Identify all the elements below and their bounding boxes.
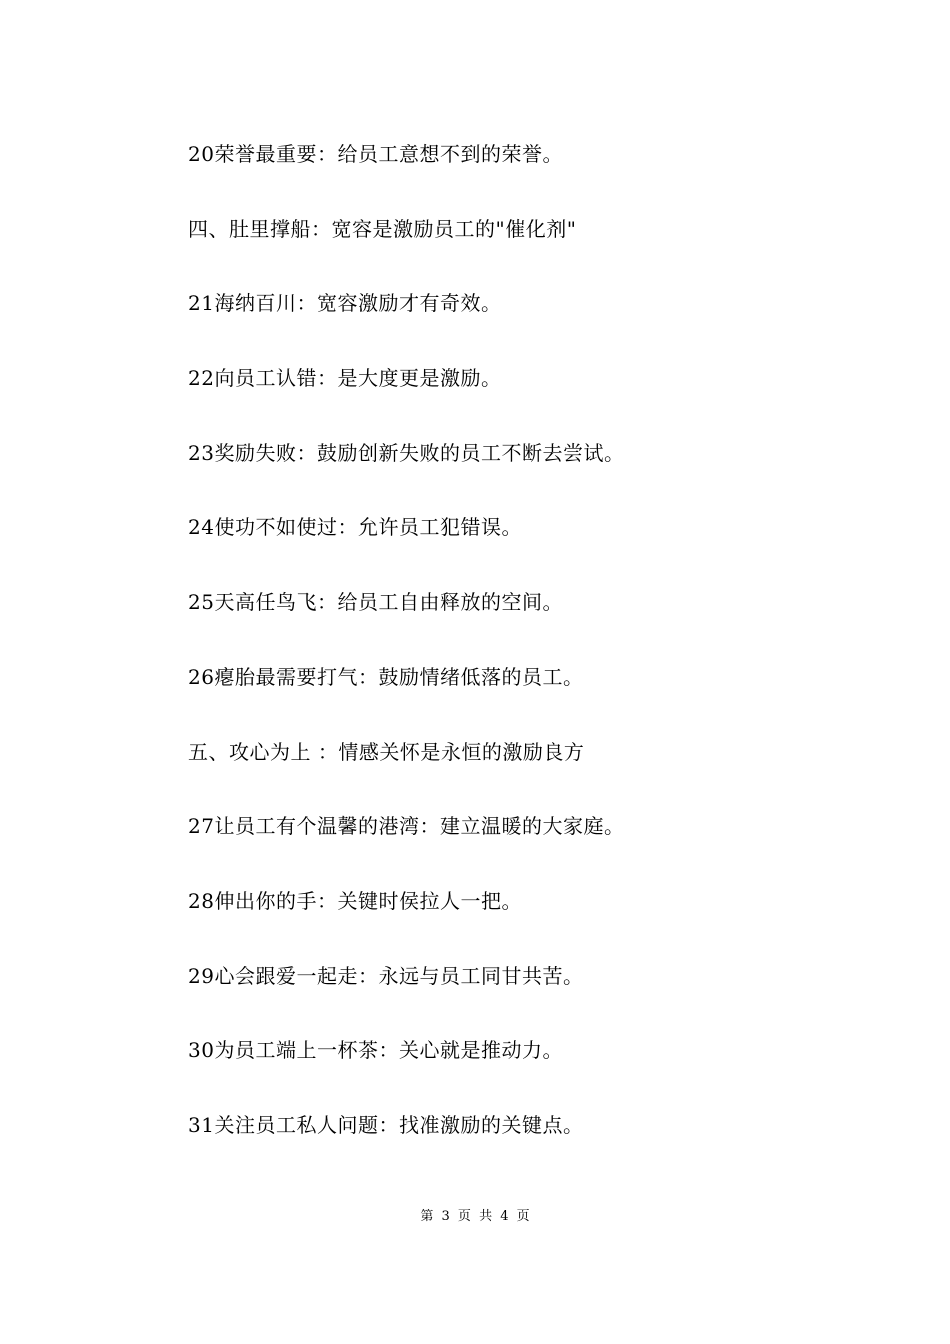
text-line: 31关注员工私人问题：找准激励的关键点。 bbox=[188, 1112, 584, 1137]
document-body bbox=[188, 139, 888, 1185]
text-line: 20荣誉最重要：给员工意想不到的荣誉。 bbox=[188, 142, 563, 166]
current-page-number: 3 bbox=[441, 1209, 450, 1224]
text-line: 25天高任鸟飞：给员工自由释放的空间。 bbox=[188, 590, 563, 615]
text-line: 30为员工端上一杯茶：关心就是推动力。 bbox=[188, 1038, 563, 1063]
section-heading: 五、攻心为上 ：情感关怀是永恒的激励良方 bbox=[188, 739, 585, 764]
page-footer bbox=[0, 1208, 950, 1226]
footer-total-prefix: 共 bbox=[479, 1209, 493, 1224]
text-line: 24使功不如使过：允许员工犯错误。 bbox=[188, 515, 522, 540]
text-line: 26瘪胎最需要打气：鼓励情绪低落的员工。 bbox=[188, 664, 584, 689]
text-line: 28伸出你的手：关键时侯拉人一把。 bbox=[188, 888, 522, 913]
footer-prefix: 第 bbox=[420, 1209, 434, 1224]
footer-page-unit: 页 bbox=[457, 1209, 471, 1224]
total-pages-number: 4 bbox=[500, 1209, 509, 1224]
text-line: 22向员工认错：是大度更是激励。 bbox=[188, 366, 502, 391]
text-line: 27让员工有个温馨的港湾：建立温暖的大家庭。 bbox=[188, 814, 625, 839]
footer-total-unit: 页 bbox=[516, 1209, 530, 1224]
text-line: 23奖励失败：鼓励创新失败的员工不断去尝试。 bbox=[188, 440, 625, 465]
text-line: 29心会跟爱一起走：永远与员工同甘共苦。 bbox=[188, 963, 584, 988]
section-heading: 四、肚里撑船：宽容是激励员工的"催化剂" bbox=[188, 216, 577, 241]
text-line: 21海纳百川：宽容激励才有奇效。 bbox=[188, 291, 502, 316]
